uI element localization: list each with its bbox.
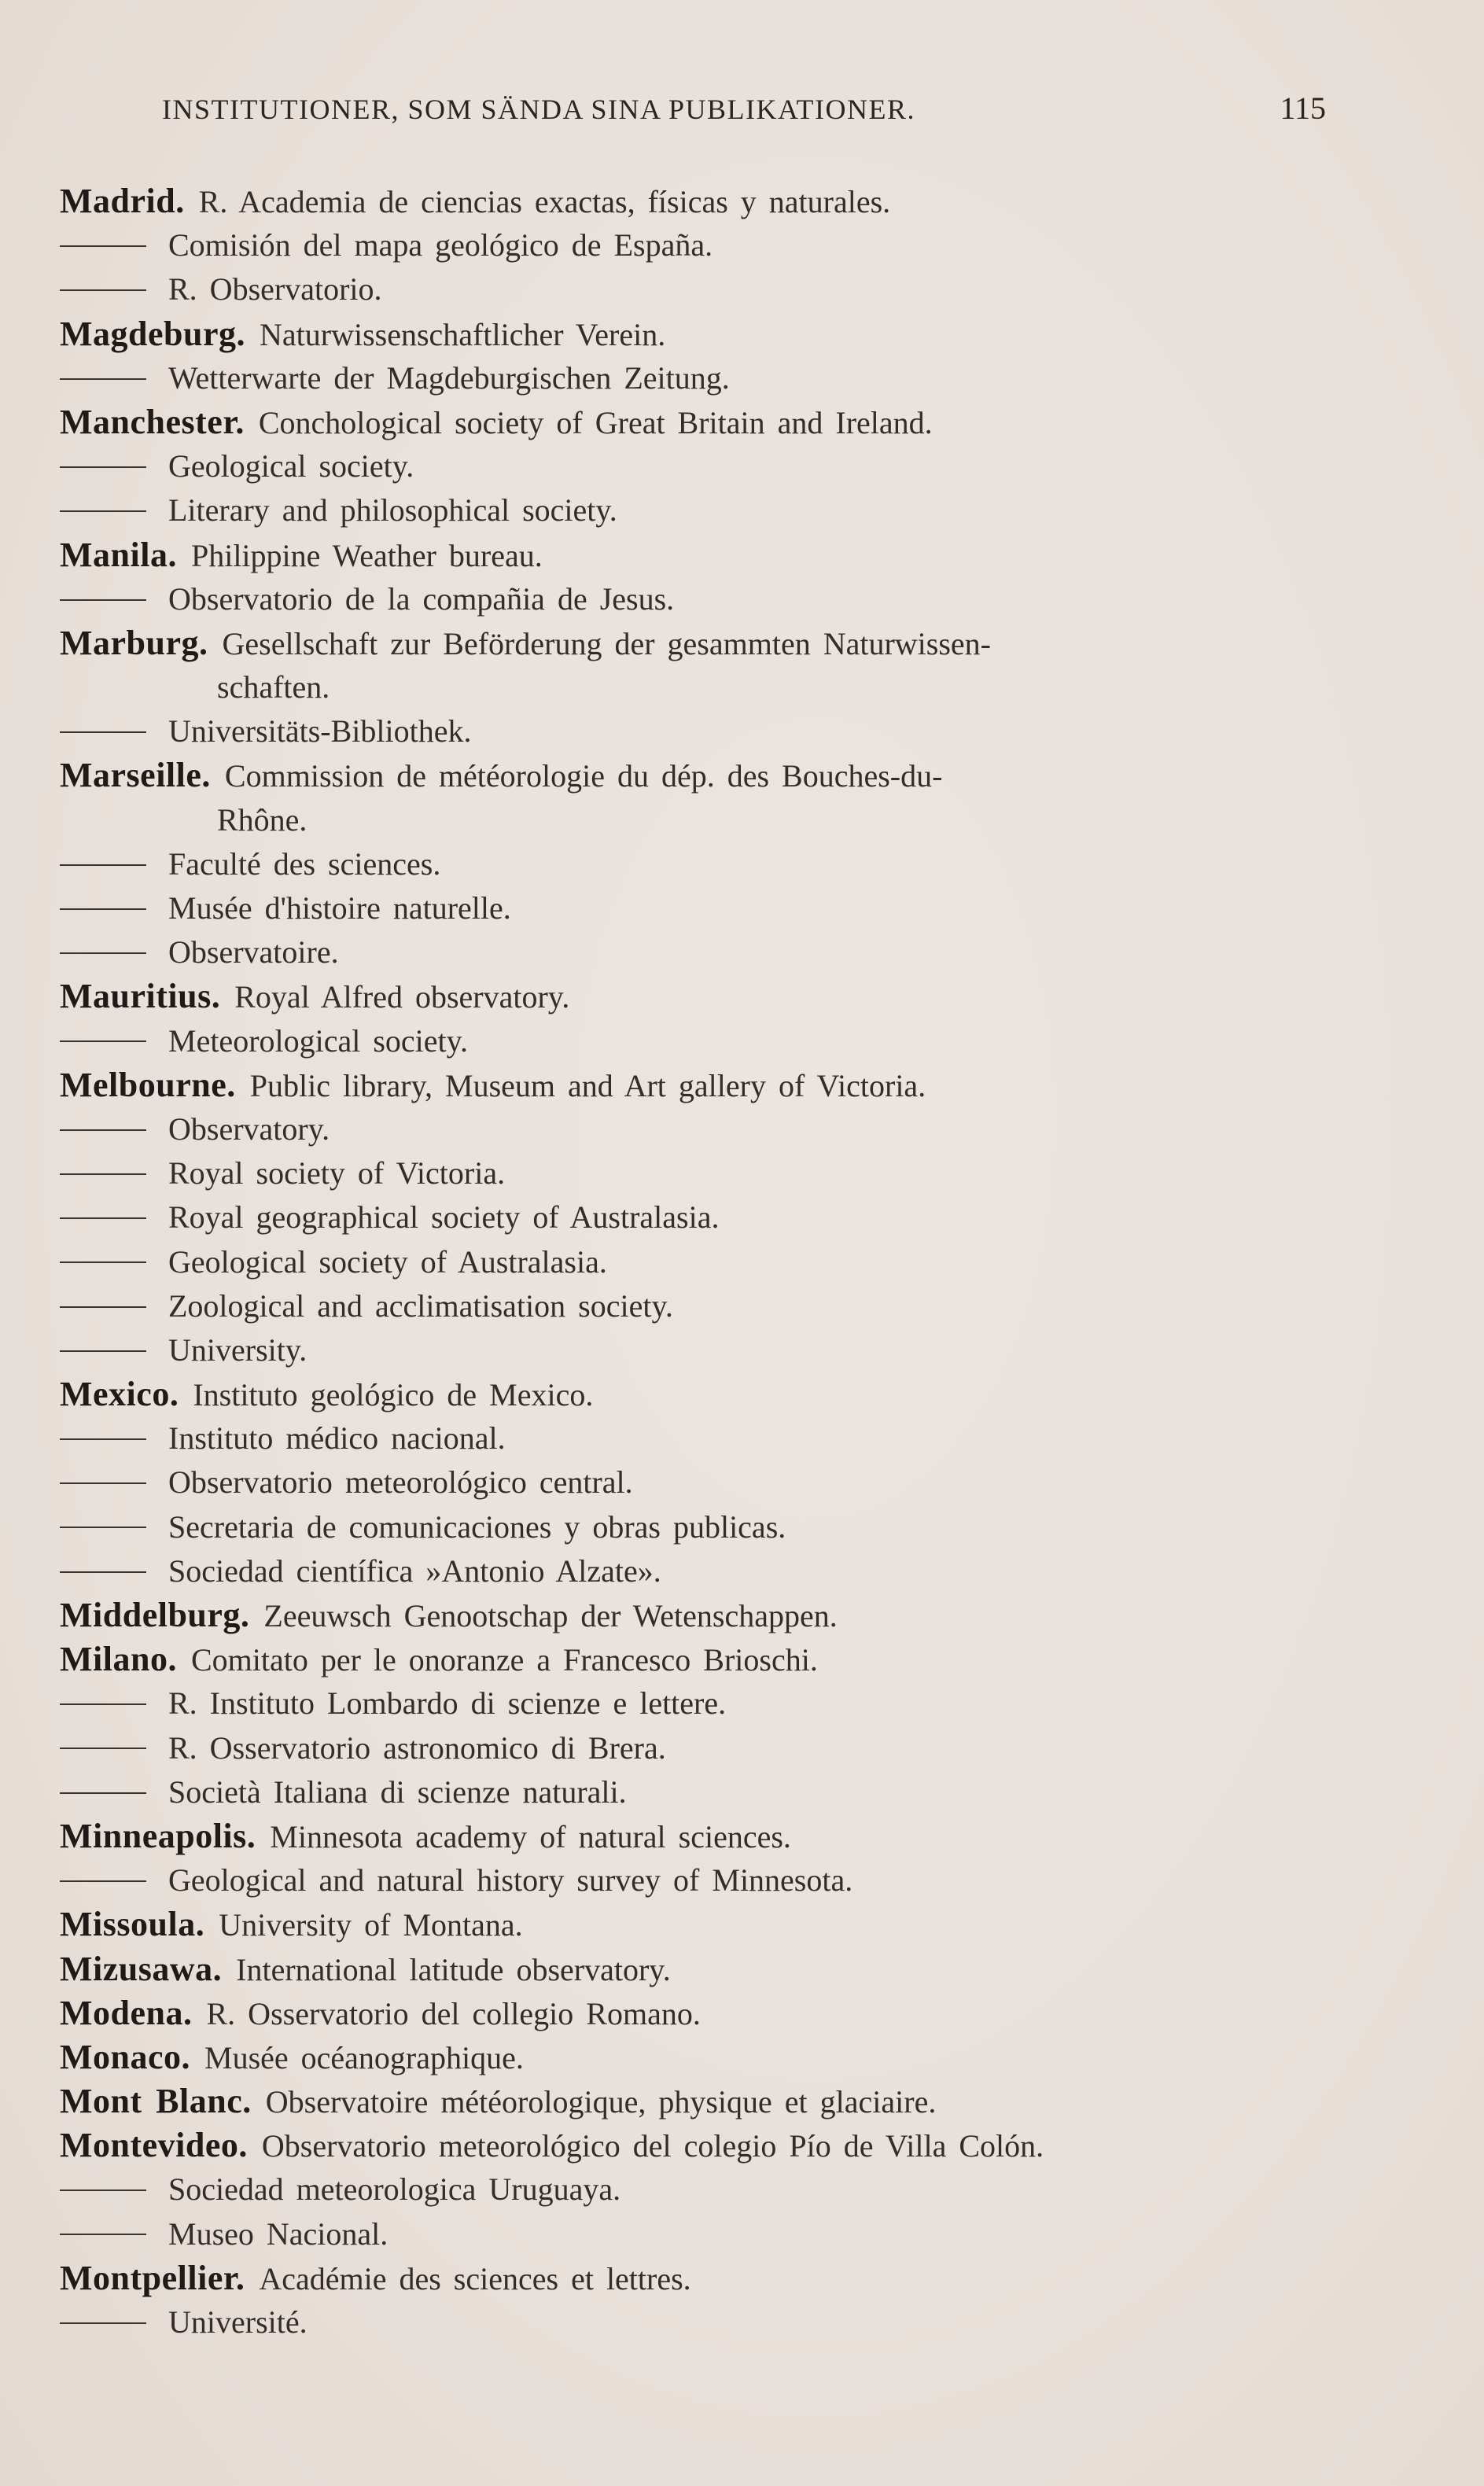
- ditto-dash: [60, 1703, 146, 1705]
- sub-entry: [60, 1505, 1342, 1549]
- institution-name: Naturwissenschaftlicher Verein.: [260, 316, 666, 352]
- ditto-dash: [60, 1129, 146, 1131]
- city-name: Marseille.: [60, 756, 211, 795]
- institution-name: Wetterwarte der Magdeburgischen Zeitung.: [168, 359, 730, 396]
- ditto-dash: [60, 952, 146, 954]
- sub-entry: [60, 1726, 1342, 1770]
- institution-name: Comitato per le onoranze a Francesco Brioschi.: [190, 1642, 818, 1678]
- ditto-dash: [60, 2190, 146, 2191]
- sub-entry: [60, 1770, 1342, 1814]
- institution-name: Musée océanographique.: [204, 2039, 524, 2075]
- institution-name: Museo Nacional.: [168, 2215, 388, 2252]
- city-name: Manchester.: [60, 402, 245, 441]
- city-name: Mont Blanc.: [60, 2082, 252, 2121]
- ditto-dash: [60, 1217, 146, 1219]
- institution-name: Sociedad científica »Antonio Alzate».: [168, 1552, 661, 1589]
- ditto-dash: [60, 245, 146, 247]
- sub-entry: [60, 930, 1342, 974]
- institution-name: Geological and natural history survey of Minnesota.: [168, 1862, 853, 1899]
- institution-name: Académie des sciences et lettres.: [259, 2260, 691, 2296]
- institution-name: Observatorio de la compañia de Jesus.: [168, 580, 675, 617]
- city-entry: [60, 2256, 1342, 2300]
- city-name: Milano.: [60, 1640, 177, 1679]
- city-name: Melbourne.: [60, 1065, 236, 1104]
- institution-name-continued: Rhône.: [217, 801, 307, 838]
- institution-name-continued: schaften.: [217, 669, 330, 705]
- institution-name: Instituto geológico de Mexico.: [193, 1377, 594, 1413]
- city-name: Magdeburg.: [60, 314, 245, 353]
- city-entry: [60, 400, 1342, 444]
- institution-name: University.: [168, 1331, 307, 1368]
- institution-name: Meteorological society.: [168, 1022, 469, 1059]
- institution-name: Conchological society of Great Britain and Ireland.: [258, 404, 933, 440]
- ditto-dash: [60, 1880, 146, 1882]
- institution-name: Zoological and acclimatisation society.: [168, 1287, 673, 1324]
- institution-name: Zeeuwsch Genootschap der Wetenschappen.: [263, 1598, 838, 1633]
- ditto-dash: [60, 2234, 146, 2235]
- city-entry: [60, 179, 1342, 223]
- sub-entry: [60, 709, 1342, 753]
- sub-entry: [60, 1284, 1342, 1328]
- institution-name: Faculté des sciences.: [168, 845, 441, 882]
- institution-name: University of Montana.: [219, 1907, 523, 1943]
- sub-entry: [60, 1328, 1342, 1372]
- sub-entry: [60, 1107, 1342, 1151]
- city-entry: [60, 1814, 1342, 1858]
- city-entry: [60, 1063, 1342, 1107]
- institution-name: R. Academia de ciencias exactas, físicas y naturales.: [198, 184, 891, 219]
- page-header: [162, 90, 1326, 140]
- city-name: Missoula.: [60, 1905, 205, 1944]
- ditto-dash: [60, 1792, 146, 1794]
- city-entry: [60, 1991, 1342, 2035]
- institution-name: Instituto médico nacional.: [168, 1420, 506, 1457]
- ditto-dash: [60, 1571, 146, 1573]
- sub-entry: [60, 2212, 1342, 2256]
- institution-name: Philippine Weather bureau.: [190, 537, 543, 573]
- institution-name: Royal Alfred observatory.: [234, 979, 570, 1015]
- city-entry: [60, 753, 1342, 797]
- ditto-dash: [60, 466, 146, 468]
- city-name: Mexico.: [60, 1375, 179, 1414]
- ditto-dash: [60, 864, 146, 866]
- ditto-dash: [60, 1306, 146, 1308]
- institution-name: Minnesota academy of natural sciences.: [270, 1818, 791, 1854]
- sub-entry: [60, 488, 1342, 532]
- institution-name: Comisión del mapa geológico de España.: [168, 227, 713, 263]
- city-name: Monaco.: [60, 2037, 191, 2076]
- sub-entry: [60, 444, 1342, 488]
- ditto-dash: [60, 731, 146, 733]
- ditto-dash: [60, 2322, 146, 2324]
- sub-entry: [60, 1460, 1342, 1504]
- institution-name: Observatorio meteorológico del colegio Pío de Villa Colón.: [261, 2128, 1044, 2164]
- city-entry: [60, 312, 1342, 356]
- institution-name: Observatory.: [168, 1110, 330, 1147]
- sub-entry: [60, 1240, 1342, 1284]
- city-name: Madrid.: [60, 182, 185, 220]
- ditto-dash: [60, 1350, 146, 1352]
- city-name: Middelburg.: [60, 1596, 250, 1634]
- sub-entry: [60, 267, 1342, 311]
- city-entry: [60, 533, 1342, 577]
- institution-name: Gesellschaft zur Beförderung der gesammten Naturwissen-: [222, 625, 991, 661]
- ditto-dash: [60, 1040, 146, 1042]
- sub-entry: [60, 1019, 1342, 1063]
- ditto-dash: [60, 1482, 146, 1484]
- institution-name: Commission de météorologie du dép. des Bouches-du-: [224, 758, 943, 794]
- sub-entry: [60, 1195, 1342, 1239]
- city-name: Mauritius.: [60, 977, 221, 1016]
- institution-name: Literary and philosophical society.: [168, 492, 617, 529]
- institution-name: Musée d'histoire naturelle.: [168, 890, 511, 926]
- institution-name: Public library, Museum and Art gallery of Victoria.: [249, 1067, 926, 1103]
- sub-entry: [60, 842, 1342, 886]
- institution-list: [60, 179, 1342, 2344]
- institution-name: International latitude observatory.: [236, 1951, 671, 1987]
- page-number: 115: [1280, 90, 1326, 126]
- city-name: Minneapolis.: [60, 1816, 256, 1855]
- institution-name: Universitäts-Bibliothek.: [168, 713, 472, 749]
- institution-name: Université.: [168, 2304, 307, 2340]
- sub-entry: [60, 886, 1342, 930]
- city-entry: [60, 1902, 1342, 1946]
- city-name: Montevideo.: [60, 2126, 248, 2165]
- city-entry: [60, 1637, 1342, 1681]
- city-name: Modena.: [60, 1993, 193, 2032]
- city-name: Manila.: [60, 535, 177, 574]
- institution-name: Royal society of Victoria.: [168, 1155, 506, 1191]
- ditto-dash: [60, 1748, 146, 1749]
- institution-name: Observatoire.: [168, 934, 339, 970]
- city-entry: [60, 2123, 1342, 2167]
- sub-entry: [60, 1416, 1342, 1460]
- institution-name: Società Italiana di scienze naturali.: [168, 1773, 627, 1810]
- sub-entry: [60, 1151, 1342, 1195]
- institution-name: Geological society of Australasia.: [168, 1243, 607, 1280]
- city-name: Montpellier.: [60, 2258, 245, 2297]
- sub-entry: [60, 577, 1342, 621]
- city-entry: [60, 1372, 1342, 1416]
- sub-entry: [60, 223, 1342, 267]
- city-name: Marburg.: [60, 623, 208, 662]
- institution-name: Royal geographical society of Australasia.: [168, 1199, 720, 1236]
- ditto-dash: [60, 1173, 146, 1175]
- institution-name: Geological society.: [168, 448, 414, 484]
- sub-entry: [60, 1549, 1342, 1593]
- institution-name: R. Osservatorio del collegio Romano.: [206, 1995, 701, 2031]
- institution-name: Observatoire météorologique, physique et glaciaire.: [265, 2084, 937, 2120]
- sub-entry: [60, 1681, 1342, 1725]
- city-entry: [60, 621, 1342, 665]
- institution-name: R. Instituto Lombardo di scienze e lettere.: [168, 1685, 727, 1722]
- city-entry: [60, 2035, 1342, 2079]
- sub-entry: [60, 2167, 1342, 2212]
- institution-name: R. Osservatorio astronomico di Brera.: [168, 1729, 666, 1766]
- city-entry: [60, 1593, 1342, 1637]
- sub-entry: [60, 356, 1342, 400]
- city-name: Mizusawa.: [60, 1949, 223, 1988]
- ditto-dash: [60, 1261, 146, 1263]
- institution-name: Sociedad meteorologica Uruguaya.: [168, 2171, 621, 2208]
- continuation-line: [60, 665, 1342, 709]
- city-entry: [60, 2079, 1342, 2123]
- ditto-dash: [60, 1527, 146, 1528]
- sub-entry: [60, 1858, 1342, 1902]
- ditto-dash: [60, 378, 146, 380]
- city-entry: [60, 974, 1342, 1018]
- ditto-dash: [60, 599, 146, 601]
- city-entry: [60, 1947, 1342, 1991]
- institution-name: Secretaria de comunicaciones y obras publicas.: [168, 1508, 786, 1545]
- institution-name: R. Observatorio.: [168, 271, 382, 308]
- ditto-dash: [60, 289, 146, 291]
- institution-name: Observatorio meteorológico central.: [168, 1464, 633, 1501]
- continuation-line: [60, 798, 1342, 842]
- sub-entry: [60, 2300, 1342, 2344]
- running-title: INSTITUTIONER, SOM SÄNDA SINA PUBLIKATIONER.: [162, 94, 916, 125]
- ditto-dash: [60, 1438, 146, 1440]
- ditto-dash: [60, 908, 146, 910]
- ditto-dash: [60, 510, 146, 512]
